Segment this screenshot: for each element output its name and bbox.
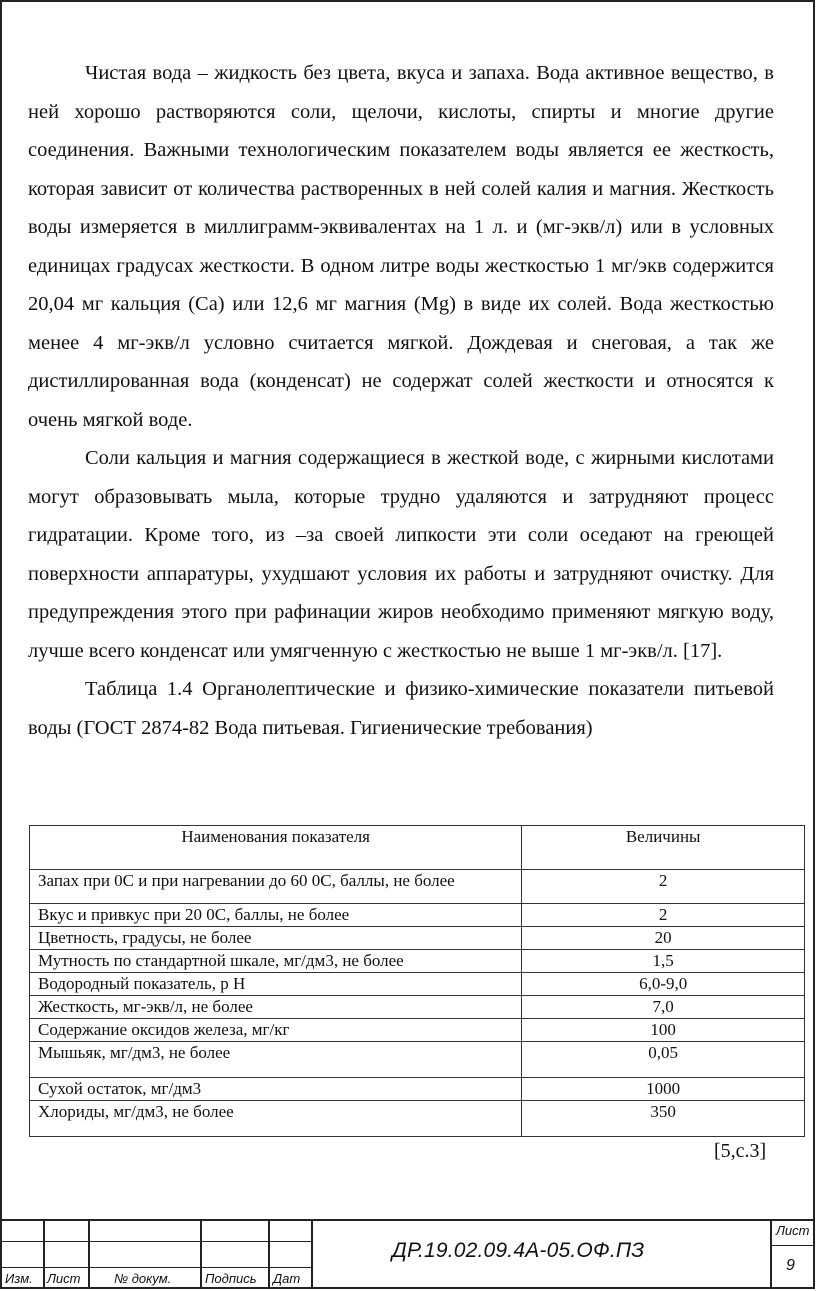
table-row <box>30 904 805 927</box>
header-name: Наименования показателя <box>30 826 522 870</box>
stamp-label-doc-number: № докум. <box>114 1271 172 1286</box>
paragraph-2: Соли кальция и магния содержащиеся в жесткой воде, с жирными кислотами могут образовывать мыла, которые трудно удаляются и затрудняют процесс гидратации. Кроме того, из –за своей липкости эти соли оседают на греющей поверхности аппаратуры, ухудшают условия их работы и затрудняют очистку. Для предупреждения этого при рафинации жиров необходимо применяют мягкую воду, лучше всего конденсат или умягченную с жесткостью не выше 1 мг-экв/л. [17]. <box>28 447 774 662</box>
row-value: 6,0-9,0 <box>522 973 805 996</box>
row-value: 1000 <box>522 1078 805 1101</box>
header-value: Величины <box>522 826 805 870</box>
table-row <box>30 950 805 973</box>
stamp-divider <box>43 1221 45 1289</box>
stamp-label-izm: Изм. <box>5 1271 33 1286</box>
row-name: Мутность по стандартной шкале, мг/дм3, не более <box>30 950 522 973</box>
row-value: 350 <box>522 1101 805 1137</box>
water-indicators-table <box>29 825 805 1137</box>
row-name: Запах при 0С и при нагревании до 60 0С, баллы, не более <box>30 870 522 904</box>
document-code: ДР.19.02.09.4А-05.ОФ.ПЗ <box>392 1239 645 1262</box>
row-name: Вкус и привкус при 20 0С, баллы, не более <box>30 904 522 927</box>
table-row <box>30 1042 805 1078</box>
sheet-number: 9 <box>786 1257 795 1274</box>
stamp-divider <box>200 1221 202 1289</box>
title-block-stamp <box>0 1219 815 1289</box>
table-row <box>30 870 805 904</box>
row-value: 2 <box>522 870 805 904</box>
stamp-label-signature: Подпись <box>205 1271 257 1286</box>
table-row <box>30 1078 805 1101</box>
sheet-label: Лист <box>776 1223 810 1238</box>
row-name: Хлориды, мг/дм3, не более <box>30 1101 522 1137</box>
table-row <box>30 973 805 996</box>
stamp-divider <box>770 1221 772 1289</box>
stamp-row-line <box>0 1267 311 1268</box>
paragraph-1: Чистая вода – жидкость без цвета, вкуса и запаха. Вода активное вещество, в ней хорошо растворяются соли, щелочи, кислоты, спирты и многие другие соединения. Важными технологическим показателем воды является ее жесткость, которая зависит от количества растворенных в ней солей калия и магния. Жесткость воды измеряется в миллиграмм-эквивалентах на 1 л. и (мг-экв/л) или в условных единицах градусах жесткости. В одном литре воды жесткостью 1 мг/экв содержится 20,04 мг кальция (Са) или 12,6 мг магния (Mg) в виде их солей. Вода жесткостью менее 4 мг-экв/л условно считается мягкой. Дождевая и снеговая, а так же дистиллированная вода (конденсат) не содержат солей жесткости и относятся к очень мягкой воде. <box>28 62 774 431</box>
row-value: 7,0 <box>522 996 805 1019</box>
row-name: Водородный показатель, р Н <box>30 973 522 996</box>
stamp-divider <box>268 1221 270 1289</box>
stamp-divider <box>311 1221 313 1289</box>
row-value: 0,05 <box>522 1042 805 1078</box>
table-caption: Таблица 1.4 Органолептические и физико-химические показатели питьевой воды (ГОСТ 2874-82 Вода питьевая. Гигиенические требования) <box>28 678 774 739</box>
row-name: Жесткость, мг-экв/л, не более <box>30 996 522 1019</box>
table-row <box>30 927 805 950</box>
row-value: 20 <box>522 927 805 950</box>
row-name: Содержание оксидов железа, мг/кг <box>30 1019 522 1042</box>
source-reference: [5,с.3] <box>714 1140 767 1162</box>
row-name: Цветность, градусы, не более <box>30 927 522 950</box>
stamp-row-line <box>0 1241 311 1242</box>
table-row <box>30 996 805 1019</box>
row-name: Сухой остаток, мг/дм3 <box>30 1078 522 1101</box>
stamp-label-date: Дат <box>273 1271 301 1286</box>
stamp-label-list: Лист <box>47 1271 81 1286</box>
table-row <box>30 1101 805 1137</box>
stamp-divider <box>88 1221 90 1289</box>
row-value: 2 <box>522 904 805 927</box>
row-value: 100 <box>522 1019 805 1042</box>
row-value: 1,5 <box>522 950 805 973</box>
table-row <box>30 1019 805 1042</box>
stamp-row-line <box>770 1245 815 1246</box>
body-text <box>28 54 774 747</box>
table-header-row <box>30 826 805 870</box>
row-name: Мышьяк, мг/дм3, не более <box>30 1042 522 1078</box>
